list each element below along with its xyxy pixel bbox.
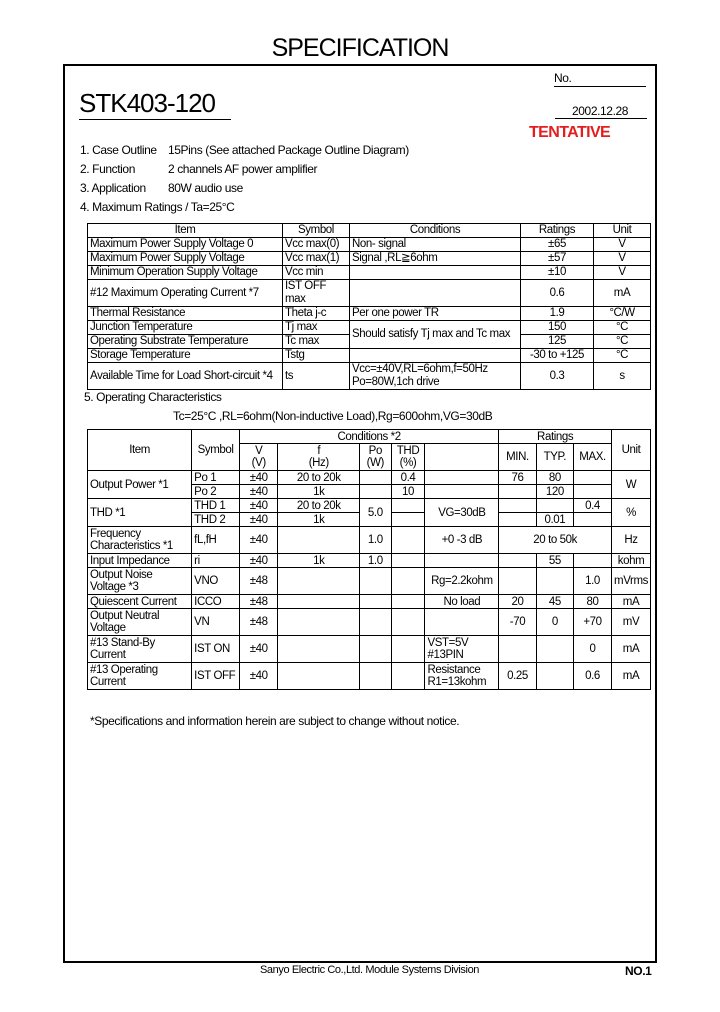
table-cell: Ratings xyxy=(499,430,612,444)
table-cell xyxy=(278,636,360,663)
table-cell: 80 xyxy=(574,595,612,609)
table-cell: mA xyxy=(612,663,651,690)
table-cell: Po 1 xyxy=(192,471,240,485)
table-cell xyxy=(278,568,360,595)
table-cell xyxy=(574,554,612,568)
table-cell: mA xyxy=(612,636,651,663)
table-cell: Unit xyxy=(594,224,651,238)
table-cell xyxy=(350,266,521,280)
max-ratings-table xyxy=(87,223,651,390)
table-cell: 0.6 xyxy=(574,663,612,690)
spec-item: 3. Application 80W audio use xyxy=(80,181,243,195)
table-cell: 20 to 20k xyxy=(278,499,360,513)
table-cell: Thermal Resistance xyxy=(88,307,283,321)
table-cell xyxy=(391,513,425,527)
table-cell: V (V) xyxy=(240,444,278,471)
table-cell: 76 xyxy=(499,471,536,485)
table-cell: 0.4 xyxy=(391,471,425,485)
table-cell: ICCO xyxy=(192,595,240,609)
table-row xyxy=(88,554,651,568)
status-badge: TENTATIVE xyxy=(529,124,611,141)
model-number: STK403-120 xyxy=(79,88,215,118)
table-cell xyxy=(360,636,391,663)
table-cell: VG=30dB xyxy=(425,499,499,527)
table-cell: 1.9 xyxy=(521,307,594,321)
table-cell: Conditions xyxy=(350,224,521,238)
table-header-row xyxy=(88,224,651,238)
table-row xyxy=(88,252,651,266)
table-cell xyxy=(499,554,536,568)
table-cell: No load xyxy=(425,595,499,609)
operating-characteristics-table xyxy=(87,429,651,690)
page-title: SPECIFICATION xyxy=(271,34,449,62)
table-cell: Signal ,RL≧6ohm xyxy=(350,252,521,266)
table-cell xyxy=(499,636,536,663)
table-row xyxy=(88,280,651,307)
table-cell: -70 xyxy=(499,609,536,636)
table-cell xyxy=(391,554,425,568)
spec-item: 4. Maximum Ratings / Ta=25°C xyxy=(80,200,235,214)
table-cell xyxy=(536,663,573,690)
table-cell xyxy=(350,280,521,307)
table-row xyxy=(88,321,651,335)
table-cell: Output Neutral Voltage xyxy=(88,609,192,636)
table-cell xyxy=(425,554,499,568)
table-cell: 150 xyxy=(521,321,594,335)
table-cell: 0.4 xyxy=(574,499,612,513)
table-cell: 10 xyxy=(391,485,425,499)
table-cell xyxy=(350,349,521,363)
table-cell xyxy=(391,568,425,595)
table-cell: Hz xyxy=(612,527,651,554)
table-cell: mVrms xyxy=(612,568,651,595)
table-cell: mV xyxy=(612,609,651,636)
table-cell: 45 xyxy=(536,595,573,609)
table-header-row xyxy=(88,430,651,444)
table-cell: Maximum Power Supply Voltage xyxy=(88,252,283,266)
table-cell: Output Power *1 xyxy=(88,471,192,499)
table-cell: Frequency Characteristics *1 xyxy=(88,527,192,554)
table-cell: 55 xyxy=(536,554,573,568)
table-cell: Item xyxy=(88,430,192,471)
table-cell xyxy=(278,595,360,609)
spec-item: 1. Case Outline 15Pins (See attached Package Outline Diagram) xyxy=(80,143,409,157)
table-cell: VN xyxy=(192,609,240,636)
table-cell: 1.0 xyxy=(360,554,391,568)
table-cell: Minimum Operation Supply Voltage xyxy=(88,266,283,280)
table-cell: ±40 xyxy=(240,636,278,663)
table-cell: Po 2 xyxy=(192,485,240,499)
table-cell xyxy=(360,568,391,595)
date-underline xyxy=(555,118,647,119)
table-cell: Conditions *2 xyxy=(240,430,499,444)
table-cell: Tc max xyxy=(283,335,350,349)
table-cell: s xyxy=(594,363,651,390)
table-cell: V xyxy=(594,252,651,266)
table-cell: °C xyxy=(594,335,651,349)
table-cell: mA xyxy=(594,280,651,307)
table-cell xyxy=(574,471,612,485)
table-cell: Symbol xyxy=(283,224,350,238)
table-cell: Vcc=±40V,RL=6ohm,f=50Hz Po=80W,1ch drive xyxy=(350,363,521,390)
table-cell: Theta j-c xyxy=(283,307,350,321)
table-cell xyxy=(360,471,391,485)
table-cell xyxy=(278,527,360,554)
table-cell: Per one power TR xyxy=(350,307,521,321)
table-cell: 0 xyxy=(574,636,612,663)
table-cell xyxy=(278,663,360,690)
table-cell: MIN. xyxy=(499,444,536,471)
table-cell: VST=5V #13PIN xyxy=(425,636,499,663)
table-cell: 20 xyxy=(499,595,536,609)
table-cell: Vcc max(0) xyxy=(283,238,350,252)
table-cell: ±40 xyxy=(240,663,278,690)
table-cell: 20 to 20k xyxy=(278,471,360,485)
table-cell xyxy=(499,499,536,513)
table-cell: ±40 xyxy=(240,471,278,485)
table-row xyxy=(88,527,651,554)
model-underline xyxy=(79,119,231,120)
table-row xyxy=(88,238,651,252)
table-cell: Tstg xyxy=(283,349,350,363)
table-cell: ±57 xyxy=(521,252,594,266)
table-cell: Operating Substrate Temperature xyxy=(88,335,283,349)
table-cell: Quiescent Current xyxy=(88,595,192,609)
table-cell: 1.0 xyxy=(360,527,391,554)
table-cell: 20 to 50k xyxy=(499,527,612,554)
table-cell xyxy=(391,499,425,513)
table-cell: Storage Temperature xyxy=(88,349,283,363)
table-cell: °C xyxy=(594,349,651,363)
table-cell: ±40 xyxy=(240,485,278,499)
table-cell: Output Noise Voltage *3 xyxy=(88,568,192,595)
table-cell xyxy=(536,499,573,513)
table-cell: ±40 xyxy=(240,499,278,513)
table-cell: °C/W xyxy=(594,307,651,321)
table-cell: ±40 xyxy=(240,527,278,554)
test-conditions: Tc=25°C ,RL=6ohm(Non-inductive Load),Rg=600ohm,VG=30dB xyxy=(173,409,493,423)
table-cell: -30 to +125 xyxy=(521,349,594,363)
table-row xyxy=(88,266,651,280)
table-row xyxy=(88,609,651,636)
table-cell: #13 Stand-By Current xyxy=(88,636,192,663)
table-cell: % xyxy=(612,499,651,527)
table-cell: ±40 xyxy=(240,513,278,527)
table-cell: Available Time for Load Short-circuit *4 xyxy=(88,363,283,390)
footer-company: Sanyo Electric Co.,Ltd. Module Systems Division xyxy=(260,964,480,976)
table-cell: 0.6 xyxy=(521,280,594,307)
table-cell: IST OFF xyxy=(192,663,240,690)
table-cell: ±40 xyxy=(240,554,278,568)
table-cell xyxy=(499,513,536,527)
table-cell: ±48 xyxy=(240,609,278,636)
table-cell: THD *1 xyxy=(88,499,192,527)
table-cell xyxy=(278,609,360,636)
table-cell: Unit xyxy=(612,430,651,471)
table-cell xyxy=(425,609,499,636)
table-cell: +0 -3 dB xyxy=(425,527,499,554)
table-cell xyxy=(391,609,425,636)
table-cell xyxy=(425,471,499,485)
table-cell: Maximum Power Supply Voltage 0 xyxy=(88,238,283,252)
table-cell xyxy=(536,636,573,663)
table-cell xyxy=(574,485,612,499)
table-cell: kohm xyxy=(612,554,651,568)
table-cell: TYP. xyxy=(536,444,573,471)
table-row xyxy=(88,307,651,321)
table-cell: 1.0 xyxy=(574,568,612,595)
table-cell xyxy=(391,595,425,609)
table-cell: Symbol xyxy=(192,430,240,471)
table-cell xyxy=(499,485,536,499)
table-cell: IST OFF max xyxy=(283,280,350,307)
table-cell xyxy=(425,485,499,499)
table-cell: Po (W) xyxy=(360,444,391,471)
table-cell: Vcc max(1) xyxy=(283,252,350,266)
disclaimer-note: *Specifications and information herein are subject to change without notice. xyxy=(90,714,460,728)
table-cell: #13 Operating Current xyxy=(88,663,192,690)
table-cell: Input Impedance xyxy=(88,554,192,568)
table-cell: f (Hz) xyxy=(278,444,360,471)
page-number: NO.1 xyxy=(625,964,652,978)
table-cell: 0.25 xyxy=(499,663,536,690)
table-cell: Junction Temperature xyxy=(88,321,283,335)
table-cell: ri xyxy=(192,554,240,568)
table-cell: ±10 xyxy=(521,266,594,280)
doc-date: 2002.12.28 xyxy=(572,104,629,118)
table-row xyxy=(88,595,651,609)
table-row xyxy=(88,363,651,390)
table-cell: THD 2 xyxy=(192,513,240,527)
table-cell xyxy=(391,663,425,690)
table-cell xyxy=(499,568,536,595)
table-cell xyxy=(425,444,499,471)
table-cell: THD 1 xyxy=(192,499,240,513)
table-cell xyxy=(360,595,391,609)
table-row xyxy=(88,499,651,513)
table-cell: #12 Maximum Operating Current *7 xyxy=(88,280,283,307)
spec-item: 2. Function 2 channels AF power amplifier xyxy=(80,162,318,176)
table-cell: 1k xyxy=(278,554,360,568)
table-cell xyxy=(360,663,391,690)
table-cell: Tj max xyxy=(283,321,350,335)
table-cell: 1k xyxy=(278,485,360,499)
table-cell: V xyxy=(594,266,651,280)
table-cell: 120 xyxy=(536,485,573,499)
table-cell: ts xyxy=(283,363,350,390)
table-cell: Should satisfy Tj max and Tc max xyxy=(350,321,521,349)
table-cell xyxy=(391,636,425,663)
table-cell: mA xyxy=(612,595,651,609)
table-cell: Rg=2.2kohm xyxy=(425,568,499,595)
table-cell: Ratings xyxy=(521,224,594,238)
table-cell xyxy=(536,568,573,595)
table-cell: Vcc min xyxy=(283,266,350,280)
table-cell: V xyxy=(594,238,651,252)
table-row xyxy=(88,636,651,663)
table-cell: 5.0 xyxy=(360,499,391,527)
table-cell: IST ON xyxy=(192,636,240,663)
table-cell: Resistance R1=13kohm xyxy=(425,663,499,690)
table-cell: +70 xyxy=(574,609,612,636)
table-cell xyxy=(360,485,391,499)
table-cell xyxy=(360,609,391,636)
table-row xyxy=(88,349,651,363)
table-cell: MAX. xyxy=(574,444,612,471)
table-cell: fL,fH xyxy=(192,527,240,554)
table-cell: 1k xyxy=(278,513,360,527)
table-cell: ±48 xyxy=(240,568,278,595)
table-cell: 80 xyxy=(536,471,573,485)
section-title: 5. Operating Characteristics xyxy=(84,390,222,404)
doc-number-label: No. xyxy=(554,71,572,85)
doc-number-line xyxy=(554,86,646,87)
table-row xyxy=(88,663,651,690)
table-cell: Non- signal xyxy=(350,238,521,252)
table-cell: 0.01 xyxy=(536,513,573,527)
table-cell: °C xyxy=(594,321,651,335)
table-row xyxy=(88,471,651,485)
table-row xyxy=(88,568,651,595)
table-cell: ±65 xyxy=(521,238,594,252)
table-cell: VNO xyxy=(192,568,240,595)
table-cell: 0.3 xyxy=(521,363,594,390)
table-cell: 0 xyxy=(536,609,573,636)
table-cell: Item xyxy=(88,224,283,238)
table-cell: 125 xyxy=(521,335,594,349)
table-cell xyxy=(391,527,425,554)
table-cell: THD (%) xyxy=(391,444,425,471)
table-cell xyxy=(574,513,612,527)
table-cell: ±48 xyxy=(240,595,278,609)
table-cell: W xyxy=(612,471,651,499)
